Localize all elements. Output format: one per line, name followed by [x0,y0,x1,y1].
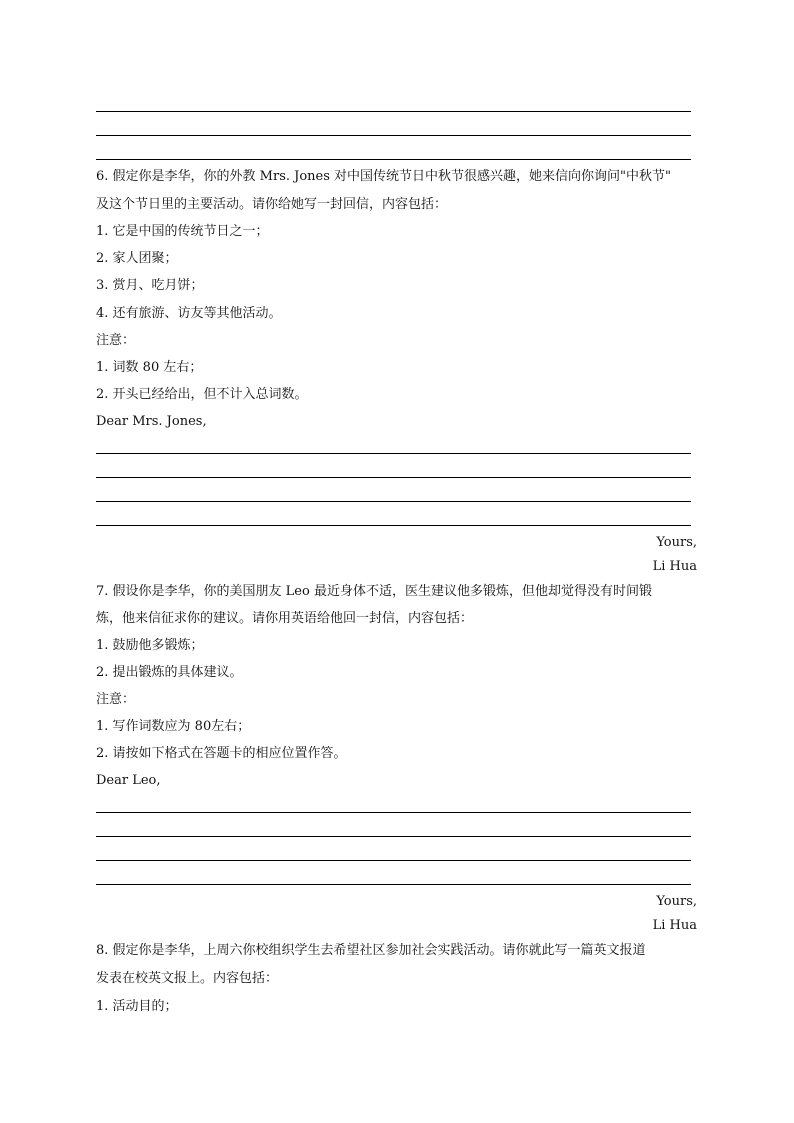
answer-line [96,525,691,526]
answer-line [96,836,691,837]
q6-item-4: 4. 还有旅游、访友等其他活动。 [96,306,282,321]
q8-prompt-line-2: 发表在校英文报上。内容包括： [96,971,279,986]
q6-prompt-line-2: 及这个节日里的主要活动。请你给她写一封回信，内容包括： [96,197,448,212]
q7-prompt-line-2: 炼，他来信征求你的建议。请你用英语给他回一封信，内容包括： [96,611,474,626]
answer-line [96,812,691,813]
q6-closing: Yours, [656,535,697,550]
q6-item-1: 1. 它是中国的传统节日之一； [96,224,269,239]
q6-note-label: 注意： [96,333,136,348]
answer-line [96,477,691,478]
q7-salutation: Dear Leo, [96,773,161,788]
q7-closing: Yours, [656,894,697,909]
q7-prompt-line-1: 7. 假设你是李华，你的美国朋友 Leo 最近身体不适，医生建议他多锻炼，但他却觉得没有时间锻 [96,584,652,599]
answer-line [96,860,691,861]
q6-item-3: 3. 赏月、吃月饼； [96,278,204,293]
answer-line [96,501,691,502]
q7-item-2: 2. 提出锻炼的具体建议。 [96,665,243,680]
answer-line [96,135,691,136]
answer-line [96,111,691,112]
q7-note-1: 1. 写作词数应为 80左右； [96,719,251,734]
q6-prompt-line-1: 6. 假定你是李华，你的外教 Mrs. Jones 对中国传统节日中秋节很感兴趣，她来信向你询问"中秋节" [96,169,671,184]
answer-line [96,159,691,160]
q7-signature: Li Hua [652,918,697,933]
q6-note-2: 2. 开头已经给出，但不计入总词数。 [96,387,308,402]
q7-note-label: 注意： [96,692,136,707]
q6-note-1: 1. 词数 80 左右； [96,360,203,375]
q7-note-2: 2. 请按如下格式在答题卡的相应位置作答。 [96,746,347,761]
q7-item-1: 1. 鼓励他多锻炼； [96,638,204,653]
answer-line [96,884,691,885]
q6-item-2: 2. 家人团聚； [96,251,178,266]
q8-prompt-line-1: 8. 假定你是李华，上周六你校组织学生去希望社区参加社会实践活动。请你就此写一篇英文报道 [96,943,646,958]
q8-item-1: 1. 活动目的； [96,999,178,1014]
q6-salutation: Dear Mrs. Jones, [96,414,207,429]
answer-line [96,453,691,454]
q6-signature: Li Hua [652,559,697,574]
